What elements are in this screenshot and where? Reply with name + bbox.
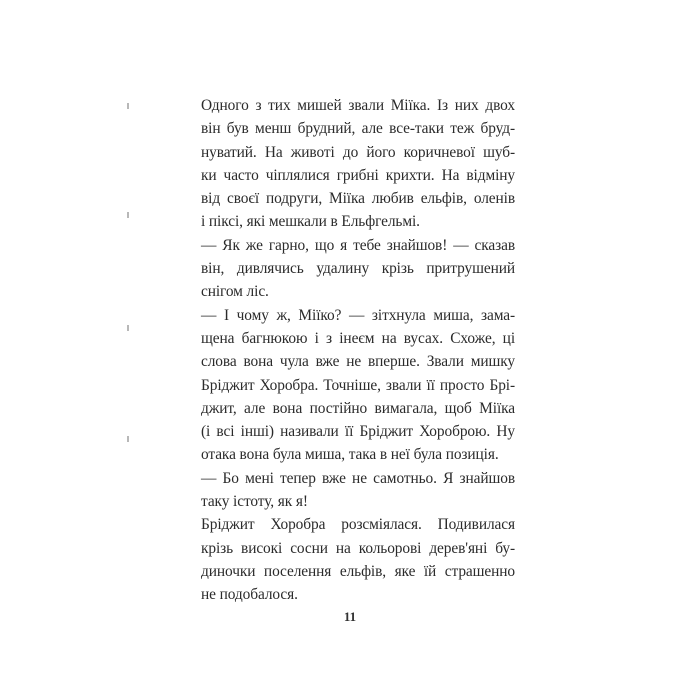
page-number: 11 [343, 609, 357, 624]
margin-mark [127, 436, 129, 442]
margin-mark [127, 212, 129, 218]
text-line: щена багнюкою і з інеєм на вусах. Схоже, ці [201, 329, 515, 347]
margin-mark [127, 103, 129, 109]
text-line: — Бо мені тепер вже не самотньо. Я знайшов [201, 469, 515, 487]
text-line: отака вона була миша, така в неї була позиція. [201, 446, 499, 464]
text-line: — Як же гарно, що я тебе знайшов! — сказав [201, 236, 515, 254]
text-line: слова вона чула вже не вперше. Звали мишку [201, 353, 515, 371]
text-line: він, дивлячись удалину крізь притрушений [201, 260, 515, 278]
text-line: крізь високі сосни на кольорові дерев'яні бу- [201, 539, 515, 557]
text-line: снігом ліс. [201, 283, 269, 301]
text-line: він був менш брудний, але все-таки теж бруд- [201, 120, 515, 138]
text-line: (і всі інші) називали її Бріджит Хороброю. Ну [201, 423, 515, 441]
text-line: від своєї подруги, Міїка любив ельфів, оленів [201, 190, 515, 208]
text-line: Бріджит Хоробра розсміялася. Подивилася [201, 516, 515, 534]
text-line: Одного з тих мишей звали Міїка. Із них двох [201, 97, 515, 114]
text-line: Бріджит Хоробра. Точніше, звали її просто Брі- [201, 376, 515, 394]
text-line: — І чому ж, Міїко? — зітхнула миша, зама- [201, 306, 515, 324]
margin-mark [127, 325, 129, 331]
text-line: джит, але вона постійно вимагала, щоб Міїка [201, 399, 515, 417]
text-line: нуватий. На животі до його коричневої шуб- [201, 143, 515, 161]
text-line: диночки поселення ельфів, яке їй страшенно [201, 562, 515, 580]
text-line: ки часто чіплялися грибні крихти. На відміну [201, 166, 515, 184]
text-line: не подобалося. [201, 586, 298, 604]
text-line: таку істоту, як я! [201, 493, 308, 511]
text-line: і піксі, які мешкали в Ельфгельмі. [201, 213, 420, 231]
body-text [201, 94, 515, 607]
